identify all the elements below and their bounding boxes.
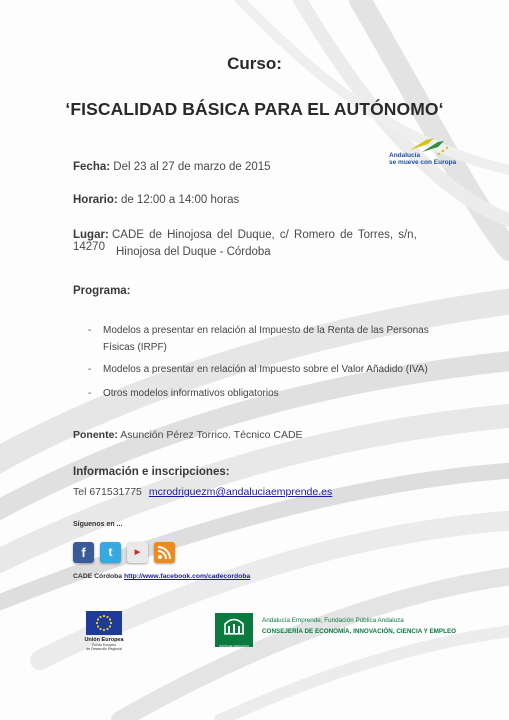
horario-value: de 12:00 a 14:00 horas: [120, 194, 240, 206]
lugar-value-line1: CADE de Hinojosa del Duque, c/ Romero de Torres, s/n, 14270: [73, 229, 417, 253]
eu-line3: de Desarrollo Regional: [86, 647, 122, 651]
facebook-link[interactable]: http://www.facebook.com/cadecordoba: [123, 573, 251, 580]
programa-item-text: Otros modelos informativos obligatorios: [103, 388, 279, 399]
programa-item-line: Modelos a presentar en relación al Impuesto de la Renta de las Personas: [103, 325, 429, 336]
telephone: Tel 671531775: [73, 486, 142, 498]
eu-line1: Unión Europea: [84, 637, 124, 643]
youtube-icon[interactable]: ▶: [127, 542, 148, 563]
programa-item-text: [103, 322, 463, 356]
list-dash: -: [88, 364, 92, 375]
course-heading: Curso:: [227, 54, 282, 73]
facebook-icon[interactable]: f: [73, 542, 94, 563]
eu-line2: Fondo Europeo: [91, 643, 117, 647]
contact-row: [73, 486, 332, 498]
twitter-icon[interactable]: t: [100, 542, 121, 563]
horario-label: Horario:: [73, 194, 118, 206]
info-label: Información e inscripciones:: [73, 466, 230, 478]
programa-item-text: Modelos a presentar en relación al Impuesto sobre el Valor Añadido (IVA): [103, 364, 428, 375]
programa-label: Programa:: [73, 285, 131, 297]
ponente-label: Ponente:: [73, 429, 118, 441]
list-dash: -: [88, 325, 92, 336]
rss-icon[interactable]: [154, 542, 175, 563]
cade-label: CADE Córdoba: [73, 573, 123, 580]
andalucia-logo-line2: se mueve con Europa: [389, 159, 457, 166]
lugar-value-line2: Hinojosa del Duque - Córdoba: [116, 246, 271, 258]
junta-andalucia-logo: [215, 613, 253, 647]
junta-line1: Andalucía Emprende, Fundación Pública Andaluza: [262, 617, 404, 624]
eu-logo: [82, 611, 126, 651]
list-dash: -: [88, 388, 92, 399]
course-title: ‘FISCALIDAD BÁSICA PARA EL AUTÓNOMO‘: [65, 99, 444, 119]
rss-glyph-icon: [154, 542, 175, 563]
junta-small-label: JUNTA DE ANDALUCIA: [219, 644, 249, 648]
ponente-value: Asunción Pérez Torrico. Técnico CADE: [120, 429, 303, 441]
junta-emblem-icon: [215, 613, 253, 639]
programa-item-line: Físicas (IRPF): [103, 342, 167, 353]
fecha-row: [73, 161, 271, 173]
ponente-row: [73, 429, 303, 441]
email-link[interactable]: mcrodriguezm@andaluciaemprende.es: [148, 486, 333, 498]
andalucia-europa-logo: [388, 136, 457, 170]
eu-flag-icon: [86, 611, 122, 635]
junta-line2: CONSEJERÍA DE ECONOMÍA, INNOVACIÓN, CIENCIA Y EMPLEO: [262, 628, 457, 635]
andalucia-logo-line1: Andalucía: [389, 152, 421, 159]
lugar-label: Lugar:: [73, 229, 109, 241]
fecha-value: Del 23 al 27 de marzo de 2015: [113, 161, 271, 173]
cade-facebook-row: [73, 573, 250, 580]
fecha-label: Fecha:: [73, 161, 111, 173]
horario-row: [73, 194, 239, 206]
follow-label: Síguenos en ...: [73, 521, 123, 528]
